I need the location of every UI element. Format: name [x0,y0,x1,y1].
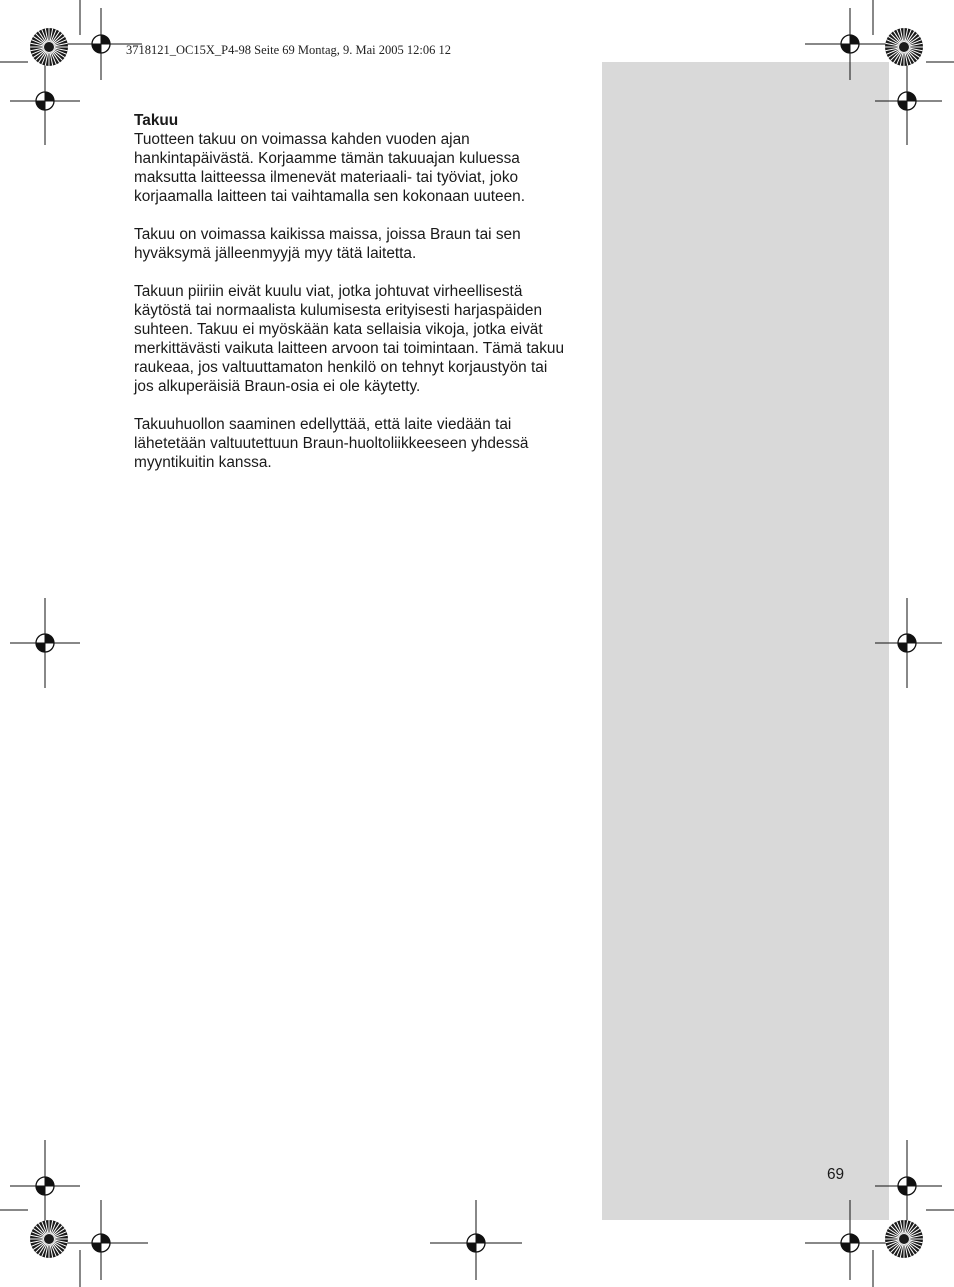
paragraph-1: Tuotteen takuu on voimassa kahden vuoden ajan hankintapäivästä. Korjaamme tämän takuuajan kuluessa maksutta laitteessa ilmenevät materiaali- tai työviat, joko korjaamalla laitteen tai vaihtamalla sen kokonaan uuteen. [134,131,525,205]
paragraph-4: Takuuhuollon saaminen edellyttää, että laite viedään tai lähetetään valtuutettuun Braun-huoltoliikkeeseen yhdessä myyntikuitin kanssa. [134,416,529,471]
print-slug-line: 3718121_OC15X_P4-98 Seite 69 Montag, 9. Mai 2005 12:06 12 [126,43,451,57]
section-heading: Takuu [134,112,179,129]
page-number: 69 [827,1166,845,1183]
paragraph-3: Takuun piiriin eivät kuulu viat, jotka johtuvat virheellisestä käytöstä tai normaalista kulumisesta erityisesti harjaspäiden suhteen. Takuu ei myöskään kata sellaisia vikoja, jotka eivät merkittävästi vaikuta laitteen arvoon tai toimintaan. Tämä takuu raukeaa, jos valtuuttamaton henkilö on tehnyt korjaustyön tai jos alkuperäisiä Braun-osia ei ole käytetty. [134,283,565,395]
paragraph-2: Takuu on voimassa kaikissa maissa, joissa Braun tai sen hyväksymä jälleenmyyjä myy tätä laitetta. [134,226,521,262]
